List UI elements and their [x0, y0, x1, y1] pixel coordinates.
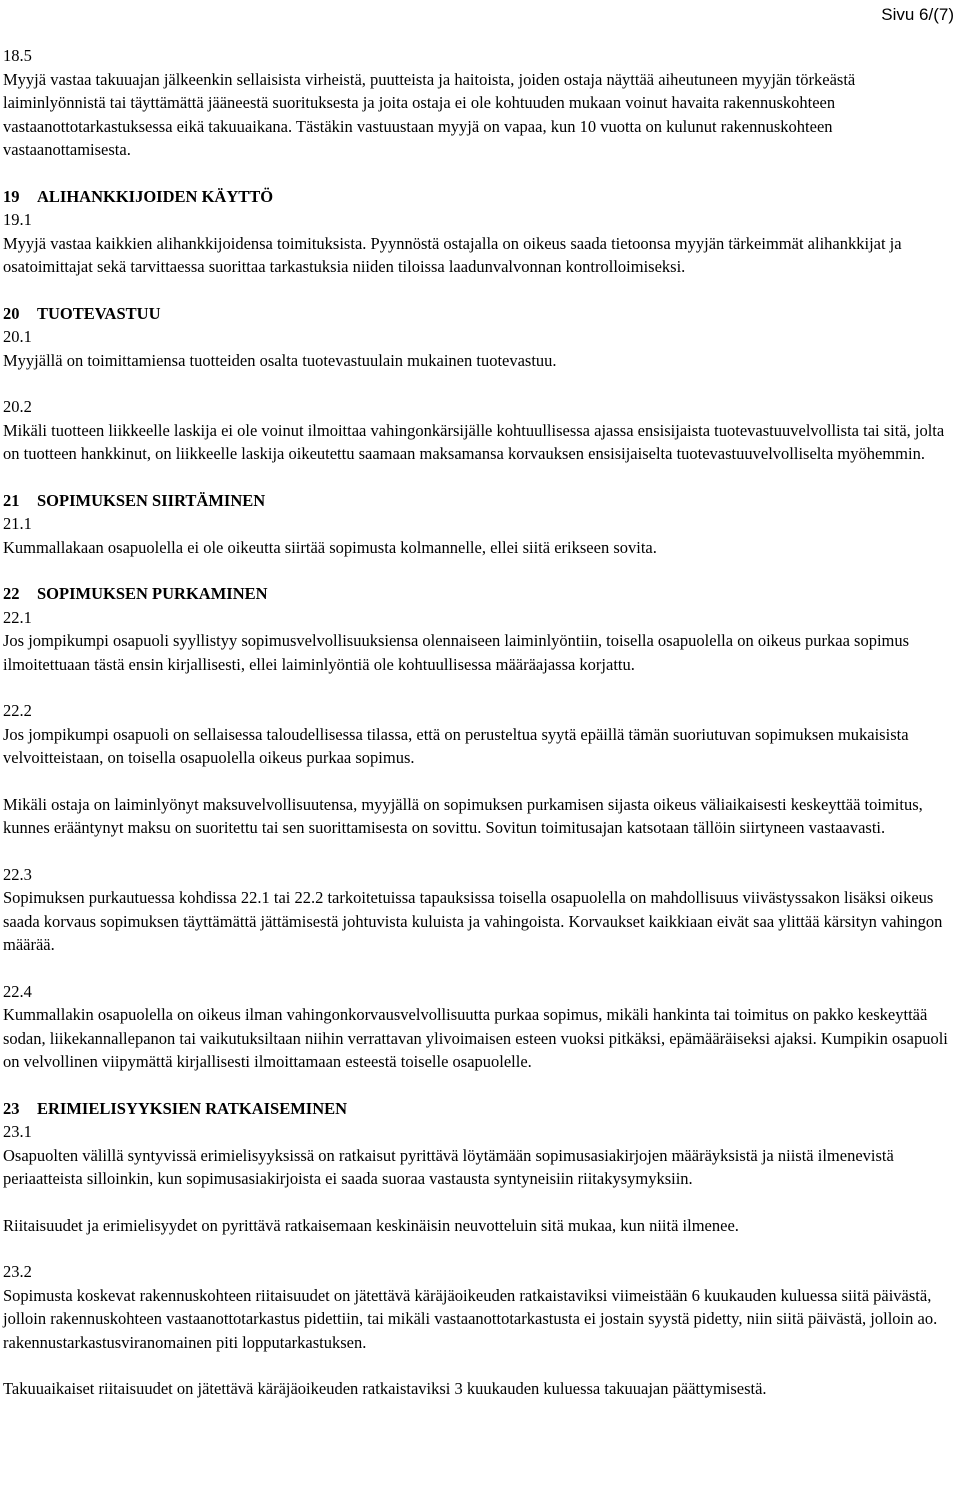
- paragraph-gap: [3, 279, 953, 302]
- paragraph-gap: [3, 1354, 953, 1377]
- clause-number: 18.5: [3, 46, 32, 65]
- paragraph-gap: [3, 840, 953, 863]
- paragraph-text: Mikäli tuotteen liikkeelle laskija ei ole voinut ilmoittaa vahingonkärsijälle kohtuullisessa ajassa ensisijaista tuotevastuuvelvollista tai sitä, jolta on tuotteen hankkinut, on liikkeelle laskija oikeutettu saamaan maksamansa korvauksen ensisijaiselta tuotevastuuvelvolliselta myöhemmin.: [3, 420, 945, 463]
- paragraph-text: Sopimuksen purkautuessa kohdissa 22.1 tai 22.2 tarkoitetuissa tapauksissa toisella osapuolella on mahdollisuus viivästyssakon lisäksi oikeus saada korvaus sopimuksen täyttämättä jättämisestä johtuvista kuluista ja vahingoista. Korvaukset kaikkiaan eivät saa ylittää kärsityn vahingon määrää.: [3, 888, 943, 954]
- clause-number: 20.2: [3, 397, 32, 416]
- section-title: TUOTEVASTUU: [37, 303, 161, 323]
- clause-number: 22.3: [3, 864, 32, 884]
- paragraph-text: Myyjä vastaa kaikkien alihankkijoidensa toimituksista. Pyynnöstä ostajalla on oikeus saada tietoonsa myyjän tärkeimmät alihankkijat ja osatoimittajat sekä tarvittaessa suorittaa tarkastuksia niiden tiloissa laadunvalvonnan kontrolloimiseksi.: [3, 233, 902, 276]
- section-heading: [3, 1097, 953, 1121]
- section-title: ALIHANKKIJOIDEN KÄYTTÖ: [37, 186, 274, 206]
- clause-number: 19.1: [3, 210, 32, 229]
- clause-number: 22.1: [3, 607, 32, 627]
- paragraph-gap: [3, 372, 953, 395]
- section-number: 23: [3, 1098, 20, 1118]
- clause-number: 20.1: [3, 327, 32, 346]
- section-title: SOPIMUKSEN PURKAMINEN: [37, 584, 268, 603]
- section-heading: [3, 185, 953, 209]
- section-number: 19: [3, 186, 20, 206]
- paragraph-gap: [3, 957, 953, 980]
- paragraph-gap: [3, 1237, 953, 1260]
- paragraph-text: Sopimusta koskevat rakennuskohteen riitaisuudet on jätettävä käräjäoikeuden ratkaistaviksi viimeistään 6 kuukauden kuluessa siitä päivästä, jolloin rakennuskohteen vastaanottotarkastus pidettiin, tai mikäli vastaanottotarkastusta ei jostain syystä pidetty, niin siitä päivästä, jolloin ao. rakennustarkastusviranomainen piti lopputarkastuksen.: [3, 1285, 938, 1352]
- page-number: Sivu 6/(7): [881, 5, 954, 24]
- section-number: 20: [3, 303, 20, 323]
- paragraph-text: Kummallakin osapuolella on oikeus ilman vahingonkorvausvelvollisuutta purkaa sopimus, mikäli hankinta tai toimitus on pakko keskeyttää sodan, liikekannallepanon tai vaikutuksiltaan niihin verrattavan ylivoimaisen esteen vuoksi pitkäksi, epämääräiseksi ajaksi. Kumpikin osapuoli on velvollinen viipymättä kirjallisesti ilmoittamaan esteestä toiselle osapuolelle.: [3, 1005, 948, 1071]
- clause-number: 22.2: [3, 701, 32, 720]
- clause-number: 23.1: [3, 1122, 32, 1141]
- paragraph-text: Osapuolten välillä syntyvissä erimielisyyksissä on ratkaisut pyrittävä löytämään sopimusasiakirjojen määräyksistä ja niistä ilmenevistä periaatteista silloinkin, kun sopimusasiakirjoista ei saada suoraa vastausta syntyneisiin riitakysymyksiin.: [3, 1145, 894, 1188]
- paragraph-gap: [3, 1074, 953, 1097]
- paragraph-text: Jos jompikumpi osapuoli on sellaisessa taloudellisessa tilassa, että on perusteltua syytä epäillä tämän suoriutuvan sopimuksen mukaisista velvoitteistaan, on toisella osapuolella oikeus purkaa sopimus.: [3, 724, 909, 767]
- section-heading: [3, 302, 953, 326]
- section-heading: [3, 489, 953, 513]
- paragraph-text: Mikäli ostaja on laiminlyönyt maksuvelvollisuutensa, myyjällä on sopimuksen purkamisen sijasta oikeus väliaikaisesti keskeyttää toimitus, kunnes erääntynyt maksu on suoritettu tai sen suorittamisesta on sovittu. Sovitun toimitusajan katsotaan tällöin siirtyneen vastaavasti.: [3, 794, 923, 837]
- section-title: SOPIMUKSEN SIIRTÄMINEN: [37, 490, 266, 510]
- paragraph-text: Kummallakaan osapuolella ei ole oikeutta siirtää sopimusta kolmannelle, ellei siitä erikseen sovita.: [3, 537, 657, 557]
- paragraph-gap: [3, 559, 953, 582]
- document-body: [3, 44, 953, 1401]
- paragraph-gap: [3, 1191, 953, 1214]
- section-number: 21: [3, 490, 20, 510]
- section-title: ERIMIELISYYKSIEN RATKAISEMINEN: [37, 1098, 348, 1118]
- clause-number: 21.1: [3, 514, 32, 533]
- paragraph-gap: [3, 676, 953, 699]
- paragraph-text: Jos jompikumpi osapuoli syyllistyy sopimusvelvollisuuksiensa olennaiseen laiminlyöntiin, toisella osapuolella on oikeus purkaa sopimus ilmoitettuaan tästä ensin kirjallisesti, ellei laiminlyöntiä ole kohtuullisessa määräajassa korjattu.: [3, 631, 910, 674]
- paragraph-gap: [3, 162, 953, 185]
- paragraph-gap: [3, 770, 953, 793]
- paragraph-gap: [3, 466, 953, 489]
- clause-number: 22.4: [3, 981, 32, 1001]
- paragraph-text: Myyjä vastaa takuuajan jälkeenkin sellaisista virheistä, puutteista ja haitoista, joiden ostaja näyttää aiheutuneen myyjän törkeästä laiminlyönnistä tai täyttämättä jääneestä suorituksesta ja joita ostaja ei ole kohtuuden mukaan voinut havaita rakennuskohteen vastaanottotarkastuksessa eikä takuuaikana. Tästäkin vastuustaan myyjä on vapaa, kun 10 vuotta on kulunut rakennuskohteen vastaanottamisesta.: [3, 69, 856, 159]
- paragraph-text: Myyjällä on toimittamiensa tuotteiden osalta tuotevastuulain mukainen tuotevastuu.: [3, 350, 557, 370]
- paragraph-text: Riitaisuudet ja erimielisyydet on pyrittävä ratkaisemaan keskinäisin neuvotteluin sitä mukaa, kun niitä ilmenee.: [3, 1215, 739, 1235]
- paragraph-text: Takuuaikaiset riitaisuudet on jätettävä käräjäoikeuden ratkaistaviksi 3 kuukauden kuluessa takuuajan päättymisestä.: [3, 1379, 767, 1398]
- section-heading: [3, 582, 953, 606]
- clause-number: 23.2: [3, 1262, 32, 1281]
- section-number: 22: [3, 584, 20, 603]
